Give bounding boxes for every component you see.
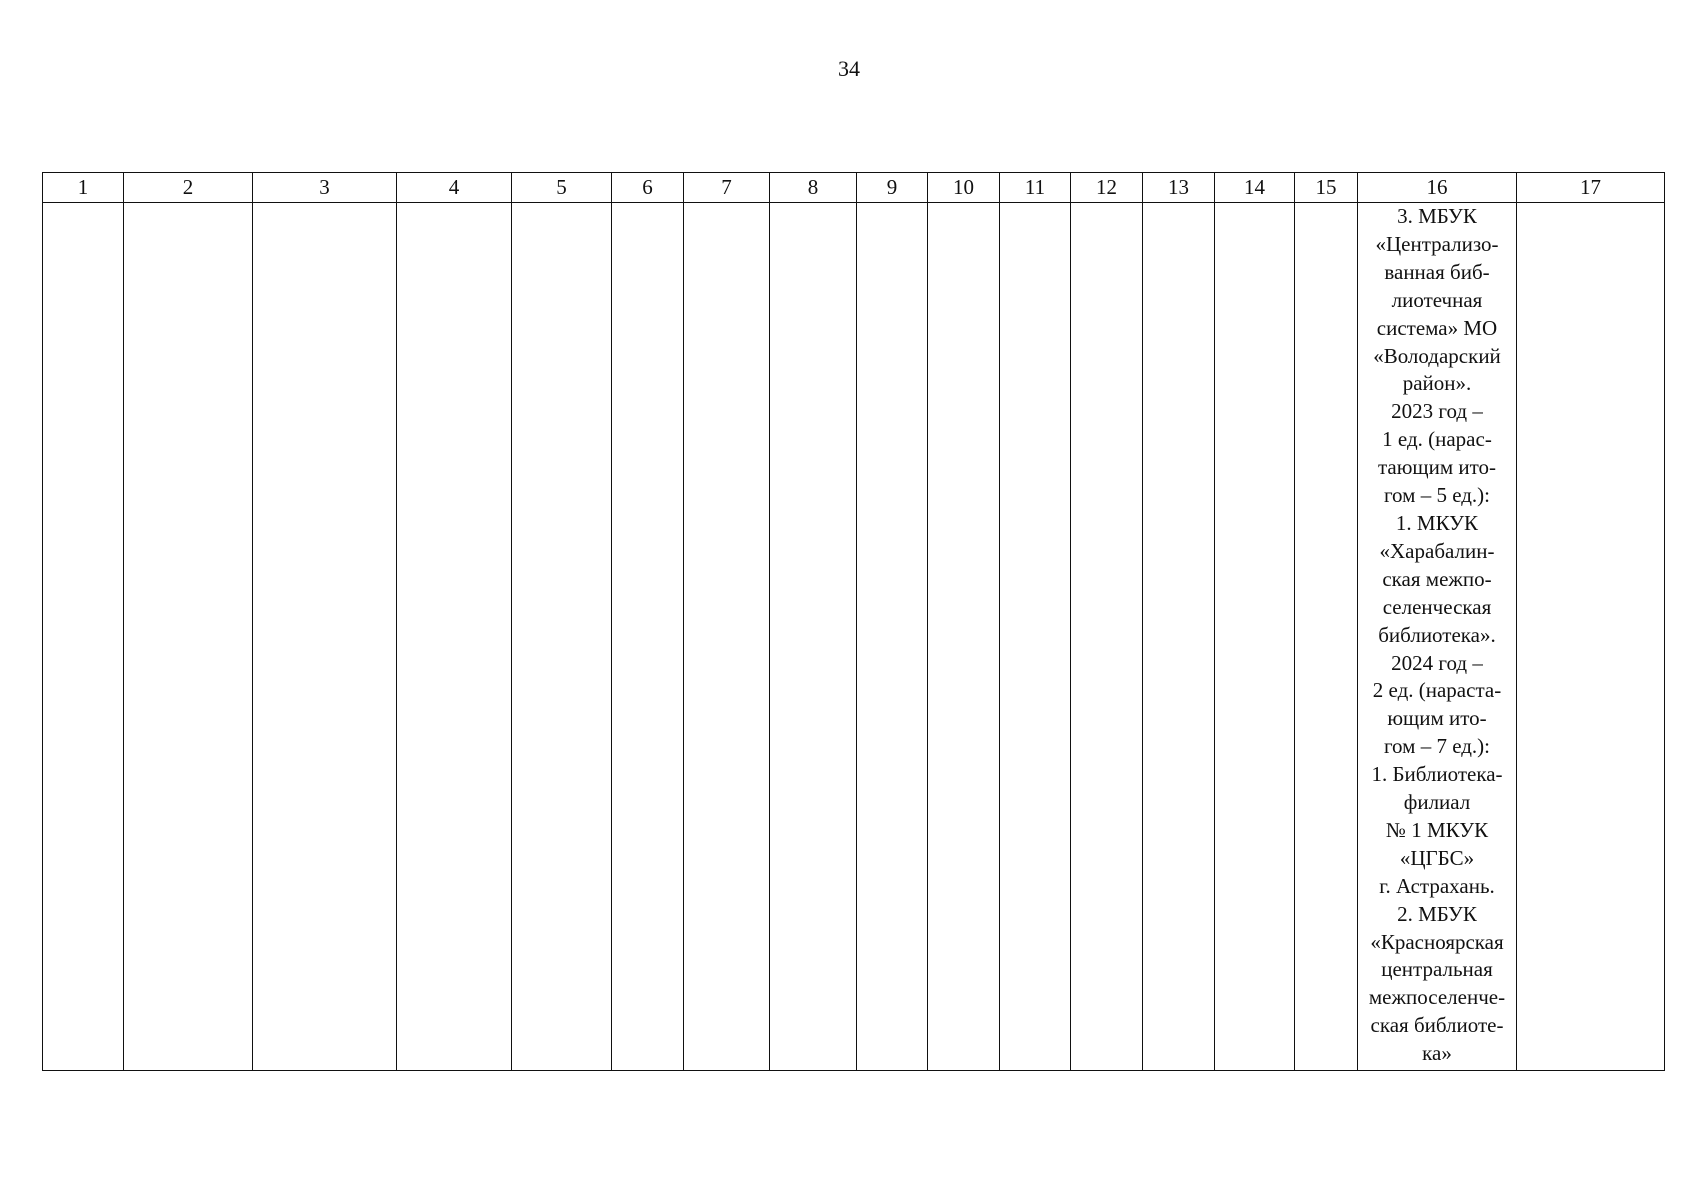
table-cell-col-10 bbox=[928, 203, 1000, 1071]
column-header-15: 15 bbox=[1295, 173, 1358, 203]
column-header-4: 4 bbox=[397, 173, 512, 203]
column-header-7: 7 bbox=[684, 173, 770, 203]
table-cell-col-7 bbox=[684, 203, 770, 1071]
cell-text-line: ская библиоте- bbox=[1370, 1013, 1504, 1038]
cell-text-line: 2024 год – bbox=[1391, 650, 1483, 675]
cell-text-line: гом – 5 ед.): bbox=[1383, 483, 1491, 508]
table-cell-col-12 bbox=[1071, 203, 1143, 1071]
table-cell-col-1 bbox=[43, 203, 124, 1071]
cell-text-line: «Красноярская bbox=[1370, 929, 1504, 954]
table-cell-col-14 bbox=[1215, 203, 1295, 1071]
table-cell-col-9 bbox=[857, 203, 928, 1071]
cell-text-line: 3. МБУК bbox=[1397, 204, 1477, 228]
cell-text-line: «Централизо- bbox=[1375, 231, 1499, 256]
cell-text-line: 1 ед. (нарас- bbox=[1382, 427, 1492, 452]
column-header-16: 16 bbox=[1358, 173, 1517, 203]
cell-text-line: лиотечная bbox=[1391, 287, 1483, 312]
cell-text-line: ская межпо- bbox=[1382, 566, 1492, 591]
table-cell-col-5 bbox=[512, 203, 612, 1071]
data-table bbox=[42, 172, 1665, 1071]
cell-text-line: 1. Библиотека- bbox=[1371, 762, 1503, 787]
column-header-8: 8 bbox=[770, 173, 857, 203]
column-header-5: 5 bbox=[512, 173, 612, 203]
column-header-14: 14 bbox=[1215, 173, 1295, 203]
table-cell-col-15 bbox=[1295, 203, 1358, 1071]
table-cell-col-6 bbox=[612, 203, 684, 1071]
cell-text-line: 2023 год – bbox=[1391, 399, 1483, 424]
cell-text-line: район». bbox=[1402, 371, 1472, 396]
cell-text-line: филиал bbox=[1403, 790, 1471, 815]
table-cell-col-4 bbox=[397, 203, 512, 1071]
column-header-12: 12 bbox=[1071, 173, 1143, 203]
cell-text-line: 2 ед. (нараста- bbox=[1372, 678, 1502, 703]
table-cell-col-2 bbox=[124, 203, 253, 1071]
cell-text-line: «Володарский bbox=[1373, 343, 1501, 368]
cell-text-line: 1. МКУК bbox=[1395, 510, 1479, 535]
cell-text-line: г. Астрахань. bbox=[1379, 873, 1495, 898]
cell-text-line: гом – 7 ед.): bbox=[1383, 734, 1491, 759]
table-cell-col-8 bbox=[770, 203, 857, 1071]
cell-text-line: библиотека». bbox=[1378, 622, 1496, 647]
header-row bbox=[43, 173, 1665, 203]
column-header-3: 3 bbox=[253, 173, 397, 203]
column-header-17: 17 bbox=[1517, 173, 1665, 203]
table-cell-col-16 bbox=[1358, 203, 1517, 1071]
cell-text-line: тающим ито- bbox=[1377, 455, 1497, 480]
column-header-6: 6 bbox=[612, 173, 684, 203]
table-cell-col-13 bbox=[1143, 203, 1215, 1071]
table-row bbox=[43, 203, 1665, 1071]
cell-text-line: ванная биб- bbox=[1384, 259, 1490, 284]
table-cell-col-17 bbox=[1517, 203, 1665, 1071]
cell-text-line: селенческая bbox=[1382, 594, 1492, 619]
table-cell-col-11 bbox=[1000, 203, 1071, 1071]
column-header-1: 1 bbox=[43, 173, 124, 203]
cell-text-line: № 1 МКУК bbox=[1385, 817, 1489, 842]
cell-text-line: ющим ито- bbox=[1387, 706, 1487, 731]
cell-text-line: «ЦГБС» bbox=[1399, 845, 1475, 870]
column-header-11: 11 bbox=[1000, 173, 1071, 203]
column-header-9: 9 bbox=[857, 173, 928, 203]
table-cell-col-3 bbox=[253, 203, 397, 1071]
column-header-13: 13 bbox=[1143, 173, 1215, 203]
page-number: 34 bbox=[838, 56, 860, 81]
cell-text-line: межпоселенче- bbox=[1368, 985, 1506, 1010]
column-header-2: 2 bbox=[124, 173, 253, 203]
cell-text-line: система» МО bbox=[1376, 315, 1498, 340]
cell-text-line: 2. МБУК bbox=[1397, 901, 1477, 926]
cell-text-line: ка» bbox=[1422, 1041, 1452, 1066]
cell-text-line: центральная bbox=[1381, 957, 1493, 982]
cell-text-line: «Харабалин- bbox=[1379, 538, 1495, 563]
column-header-10: 10 bbox=[928, 173, 1000, 203]
